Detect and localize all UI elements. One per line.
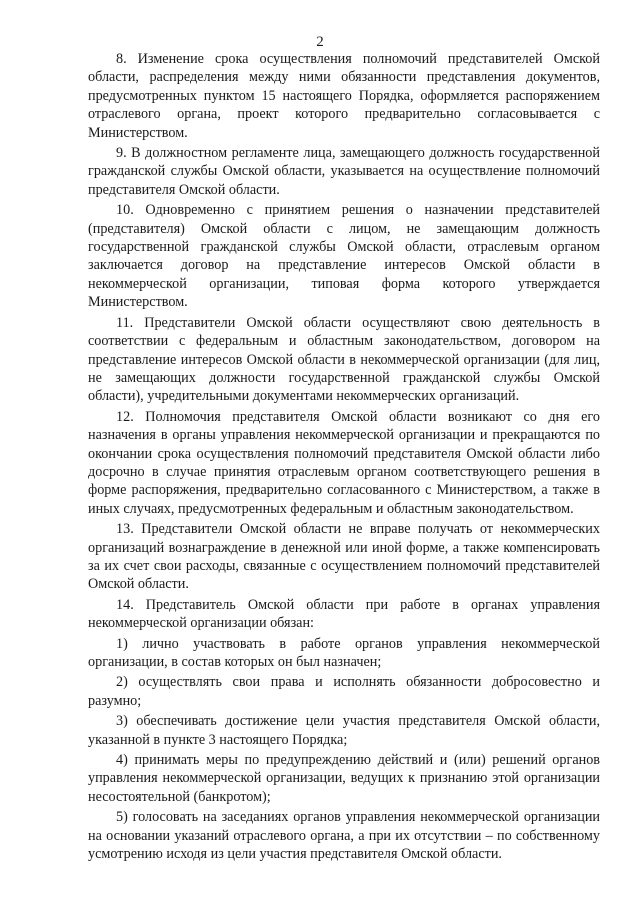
list-item-5: 5) голосовать на заседаниях органов управления некоммерческой организации на основании указаний отраслевого органа, а при их отсутствии – по собственному усмотрению исходя из цели участия представителя Омской области. bbox=[88, 809, 600, 863]
list-item-2: 2) осуществлять свои права и исполнять обязанности добросовестно и разумно; bbox=[88, 674, 600, 709]
paragraph-11: 11. Представители Омской области осуществляют свою деятельность в соответствии с федеральным и областным законодательством, договором на представление интересов Омской области в некоммерческой организации (для лиц, не замещающих должности государственной гражданской службы Омской области), учредительными документами некоммерческих организаций. bbox=[88, 314, 600, 405]
paragraph-14: 14. Представитель Омской области при работе в органах управления некоммерческой организации обязан: bbox=[88, 596, 600, 632]
document-body bbox=[88, 50, 600, 865]
page-number: 2 bbox=[316, 34, 324, 50]
paragraph-8: 8. Изменение срока осуществления полномочий представителей Омской области, распределения между ними обязанности представления документов, предусмотренных пунктом 15 настоящего Порядка, оформляется распоряжением отраслевого органа, проект которого предварительно согласовывается с Министерством. bbox=[88, 51, 600, 141]
list-item-3: 3) обеспечивать достижение цели участия представителя Омской области, указанной в пункте 3 настоящего Порядка; bbox=[88, 713, 600, 748]
list-item-1: 1) лично участвовать в работе органов управления некоммерческой организации, в состав которых он был назначен; bbox=[88, 635, 600, 670]
paragraph-13: 13. Представители Омской области не вправе получать от некоммерческих организаций вознаграждение в денежной или иной форме, а также компенсировать за их счет свои расходы, связанные с осуществлением полномочий представителей Омской области. bbox=[88, 521, 600, 593]
list-item-4: 4) принимать меры по предупреждению действий и (или) решений органов управления некоммерческой организации, ведущих к признанию этой организации несостоятельной (банкротом); bbox=[88, 752, 600, 805]
paragraph-9: 9. В должностном регламенте лица, замещающего должность государственной гражданской службы Омской области, указывается на осуществление полномочий представителя Омской области. bbox=[88, 145, 600, 198]
paragraph-12: 12. Полномочия представителя Омской области возникают со дня его назначения в органы управления некоммерческой организации и прекращаются по окончании срока осуществления полномочий представителя Омской области либо досрочно в случае принятия отраслевым органом соответствующего решения в форме распоряжения, предварительно согласованного с Министерством, а также в иных случаях, предусмотренных федеральным и областным законодательством. bbox=[88, 408, 600, 517]
paragraph-10: 10. Одновременно с принятием решения о назначении представителей (представителя) Омской области с лицом, не замещающим должность государственной гражданской службы Омской области, отраслевым органом заключается договор на представление интересов Омской области в некоммерческой организации, типовая форма которого утверждается Министерством. bbox=[88, 202, 600, 311]
